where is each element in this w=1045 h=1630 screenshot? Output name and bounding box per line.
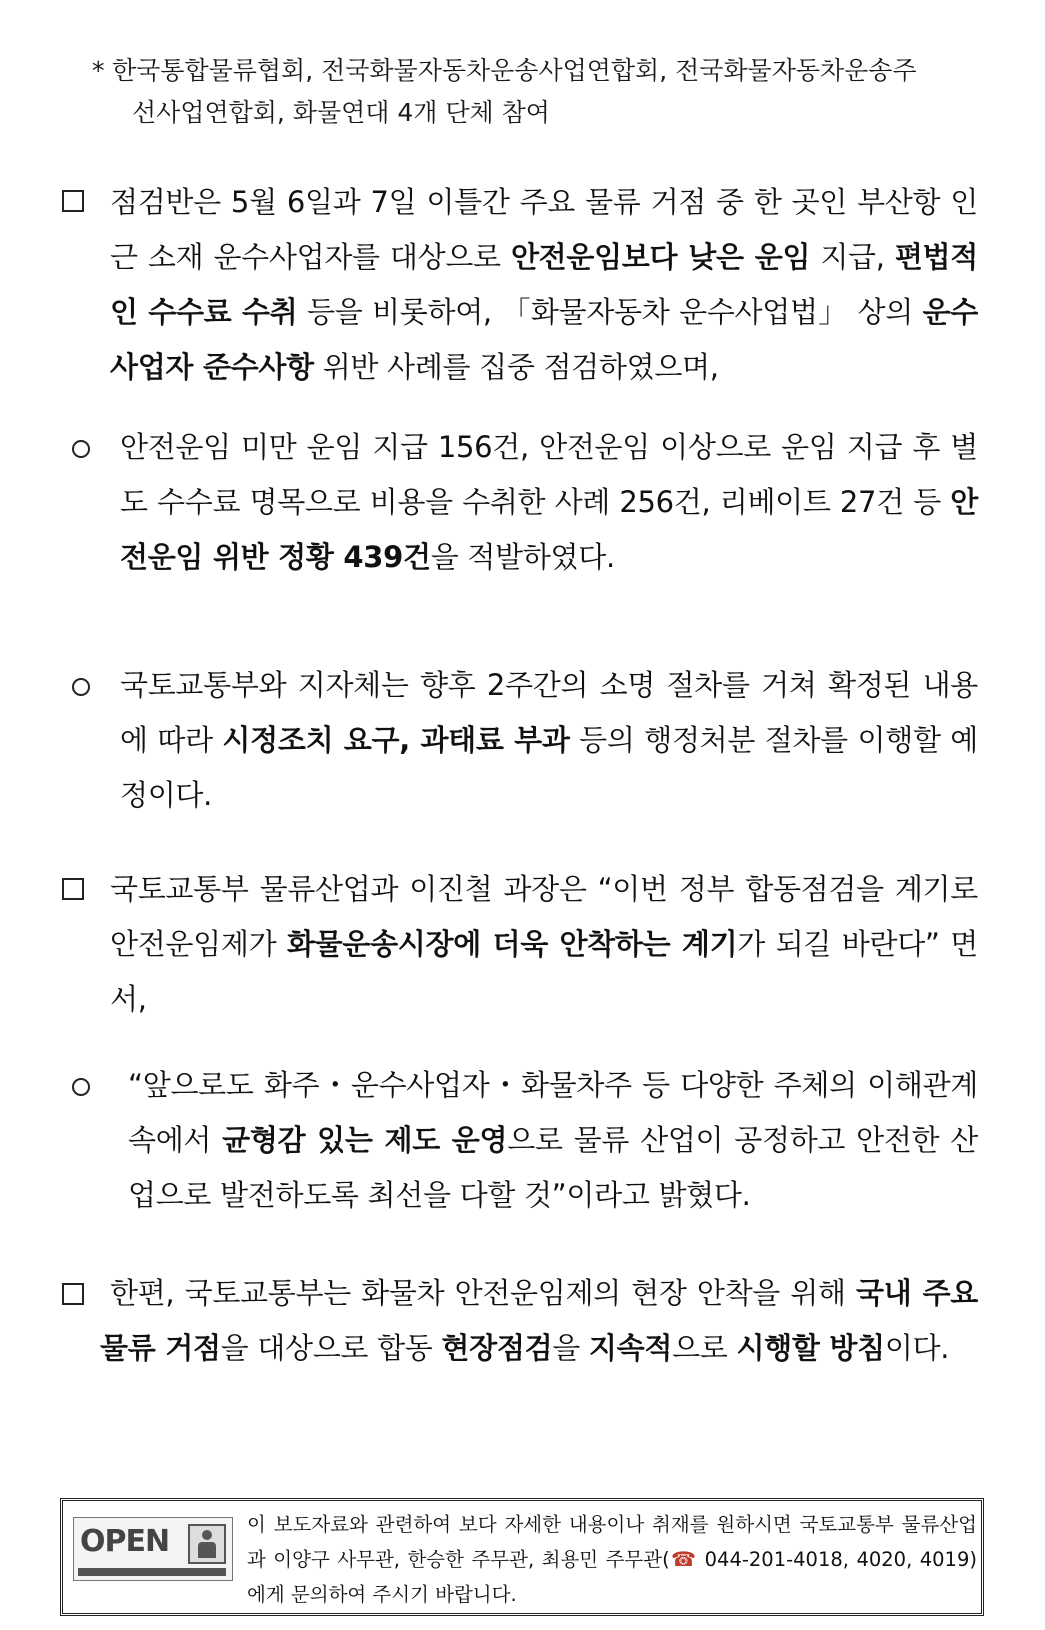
footnote-line-1: 한국통합물류협회, 전국화물자동차운송사업연합회, 전국화물자동차운송주 xyxy=(112,56,917,85)
circle-bullet-icon xyxy=(72,678,90,696)
footnote-mark: * xyxy=(92,56,105,85)
square-bullet-icon xyxy=(62,190,84,212)
contact-text: 이 보도자료와 관련하여 보다 자세한 내용이나 취재를 원하시면 국토교통부 물류산업과 이양구 사무관, 한승한 주무관, 최용민 주무관(☎ 044-201-4018, 4020, 4019)에게 문의하여 주시기 바랍니다. xyxy=(247,1513,977,1606)
phone-icon: ☎ xyxy=(669,1547,698,1571)
open-logo-text: OPEN xyxy=(80,1524,170,1559)
paragraph-violations-found: 안전운임 미만 운임 지급 156건, 안전운임 이상으로 운임 지급 후 별도 수수료 명목으로 비용을 수취한 사례 256건, 리베이트 27건 등 안전운임 위반 정황 439건을 적발하였다. xyxy=(120,430,978,574)
footnote-line-2: 선사업연합회, 화물연대 4개 단체 참여 xyxy=(132,98,550,127)
paragraph-quote-continued: “앞으로도 화주・운수사업자・화물차주 등 다양한 주체의 이해관계 속에서 균형감 있는 제도 운영으로 물류 산업이 공정하고 안전한 산업으로 발전하도록 최선을 다할 것”이라고 밝혔다. xyxy=(128,1068,978,1212)
circle-bullet-icon xyxy=(72,1078,90,1096)
footnote xyxy=(92,50,992,134)
license-strip xyxy=(78,1568,226,1576)
paragraph-future-plans: 한편, 국토교통부는 화물차 안전운임제의 현장 안착을 위해 국내 주요 물류 거점을 대상으로 합동 현장점검을 지속적으로 시행할 방침이다. xyxy=(100,1276,979,1365)
square-bullet-icon xyxy=(62,878,84,900)
person-icon xyxy=(188,1524,226,1564)
contact-info-box xyxy=(60,1498,984,1616)
paragraph-administrative-action: 국토교통부와 지자체는 향후 2주간의 소명 절차를 거쳐 확정된 내용에 따라 시정조치 요구, 과태료 부과 등의 행정처분 절차를 이행할 예정이다. xyxy=(120,668,979,812)
open-license-logo xyxy=(73,1517,233,1581)
paragraph-director-quote: 국토교통부 물류산업과 이진철 과장은 “이번 정부 합동점검을 계기로 안전운임제가 화물운송시장에 더욱 안착하는 계기가 되길 바란다” 면서, xyxy=(110,872,979,1016)
paragraph-inspection-scope: 점검반은 5월 6일과 7일 이틀간 주요 물류 거점 중 한 곳인 부산항 인근 소재 운수사업자를 대상으로 안전운임보다 낮은 운임 지급, 편법적인 수수료 수취 등을 비롯하여, 「화물자동차 운수사업법」 상의 운수사업자 준수사항 위반 사례를 집중 점검하였으며, xyxy=(110,185,978,384)
circle-bullet-icon xyxy=(72,440,90,458)
square-bullet-icon xyxy=(62,1283,84,1305)
